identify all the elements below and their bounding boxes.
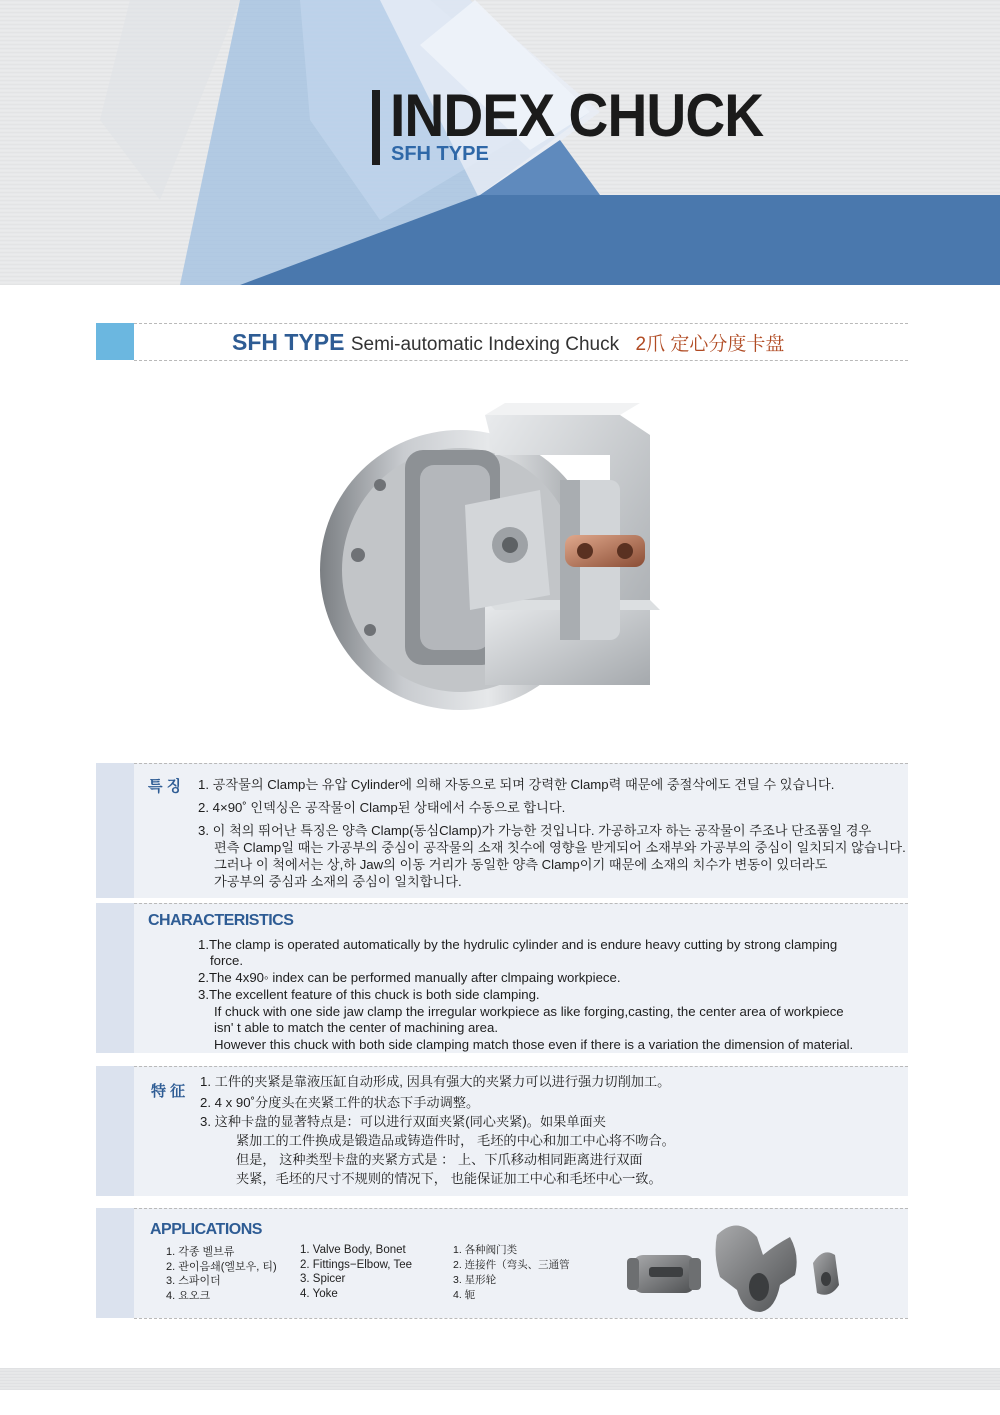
chinese-item: 紧加工的工件换成是锻造品或铸造件时， 毛坯的中心和加工中心将不吻合。 [236, 1133, 675, 1148]
page-subtitle: SFH TYPE [391, 143, 489, 165]
divider [134, 903, 908, 904]
chinese-section-label: 特 征 [151, 1083, 186, 1100]
application-parts-image [625, 1215, 865, 1315]
list-item: 3. 星形轮 [453, 1274, 497, 1286]
footer-strip [0, 1368, 1000, 1390]
chinese-item: 1. 工件的夹紧是靠液压缸自动形成, 因具有强大的夹紧力可以进行强力切削加工。 [200, 1074, 671, 1089]
applications-chinese-list [453, 1243, 570, 1303]
list-item: 1. 各种阀门类 [453, 1244, 518, 1256]
english-item: 2.The 4x90◦ index can be performed manually after clmpaing workpiece. [198, 970, 621, 985]
korean-item: 1. 공작물의 Clamp는 유압 Cylinder에 의해 자동으로 되며 강력한 Clamp력 때문에 중절삭에도 견딜 수 있습니다. [198, 777, 835, 792]
english-item: If chuck with one side jaw clamp the irregular workpiece as like forging,casting, the center area of workpiece [214, 1004, 844, 1019]
heading-square-icon [96, 323, 134, 360]
applications-section-label: APPLICATIONS [150, 1221, 262, 1238]
list-item: 3. Spicer [300, 1273, 346, 1285]
chinese-item: 但是， 这种类型卡盘的夹紧方式是 ： 上、下爪移动相同距离进行双面 [236, 1152, 643, 1167]
chinese-item: 2. 4 x 90˚分度头在夹紧工件的状态下手动调整。 [200, 1095, 480, 1110]
heading-type: SFH TYPE [232, 329, 345, 355]
list-item: 2. Fittings−Elbow, Tee [300, 1258, 412, 1271]
applications-korean-list [166, 1245, 277, 1303]
list-item: 2. 관이음쇄(엘보우, 티) [166, 1260, 277, 1273]
divider [134, 360, 908, 361]
english-item: force. [210, 953, 243, 968]
korean-item: 2. 4×90˚ 인덱싱은 공작물이 Clamp된 상태에서 수동으로 합니다. [198, 800, 566, 815]
korean-item: 가공부의 중심과 소재의 중심이 일치합니다. [214, 874, 462, 889]
korean-item: 그러나 이 척에서는 상,하 Jaw의 이동 거리가 동일한 양측 Clamp이기 때문에 소재의 치수가 변동이 있더라도 [214, 857, 828, 872]
chinese-item: 夹紧，毛坯的尺寸不规则的情况下， 也能保证加工中心和毛坯中心一致。 [236, 1171, 662, 1186]
english-item: However this chuck with both side clamping match those even if there is a variation the dimension of material. [214, 1037, 854, 1052]
heading-name: Semi-automatic Indexing Chuck [350, 334, 620, 355]
heading-chinese: 2爪 定心分度卡盘 [635, 334, 785, 355]
divider [134, 763, 908, 764]
english-item: 3.The excellent feature of this chuck is both side clamping. [198, 987, 540, 1002]
list-item: 1. Valve Body, Bonet [300, 1244, 406, 1256]
chinese-item: 3. 这种卡盘的显著特点是：可以进行双面夹紧(同心夹紧)。如果单面夹 [200, 1114, 606, 1129]
list-item: 4. 요오크 [166, 1289, 211, 1302]
list-item: 2. 连接件（弯头、三通管 [453, 1259, 570, 1271]
korean-item: 편측 Clamp일 때는 가공부의 중심이 공작물의 소재 칫수에 영향을 받게되어 소재부와 가공부의 중심이 일치되지 않습니다. [214, 840, 906, 855]
divider [134, 1318, 908, 1319]
divider [134, 323, 908, 324]
chuck-product-image [310, 375, 690, 765]
divider [134, 1066, 908, 1067]
english-item: isn' t able to match the center of machining area. [214, 1020, 499, 1035]
applications-english-list [300, 1243, 412, 1301]
list-item: 3. 스파이더 [166, 1275, 221, 1287]
page-title: INDEX CHUCK [390, 82, 764, 149]
list-item: 4. Yoke [300, 1287, 338, 1300]
english-section-label: CHARACTERISTICS [148, 912, 294, 929]
list-item: 1. 각종 벨브류 [166, 1246, 235, 1258]
list-item: 4. 轭 [453, 1289, 476, 1301]
korean-item: 3. 이 척의 뛰어난 특징은 양측 Clamp(동심Clamp)가 가능한 것입니다. 가공하고자 하는 공작물이 주조나 단조품일 경우 [198, 823, 872, 838]
english-item: 1.The clamp is operated automatically by the hydrulic cylinder and is endure heavy cutting by strong clamping [198, 937, 838, 952]
divider [134, 1208, 908, 1209]
title-accent-bar [372, 90, 380, 165]
section-heading [232, 328, 784, 359]
korean-section-label: 특 징 [148, 778, 182, 795]
